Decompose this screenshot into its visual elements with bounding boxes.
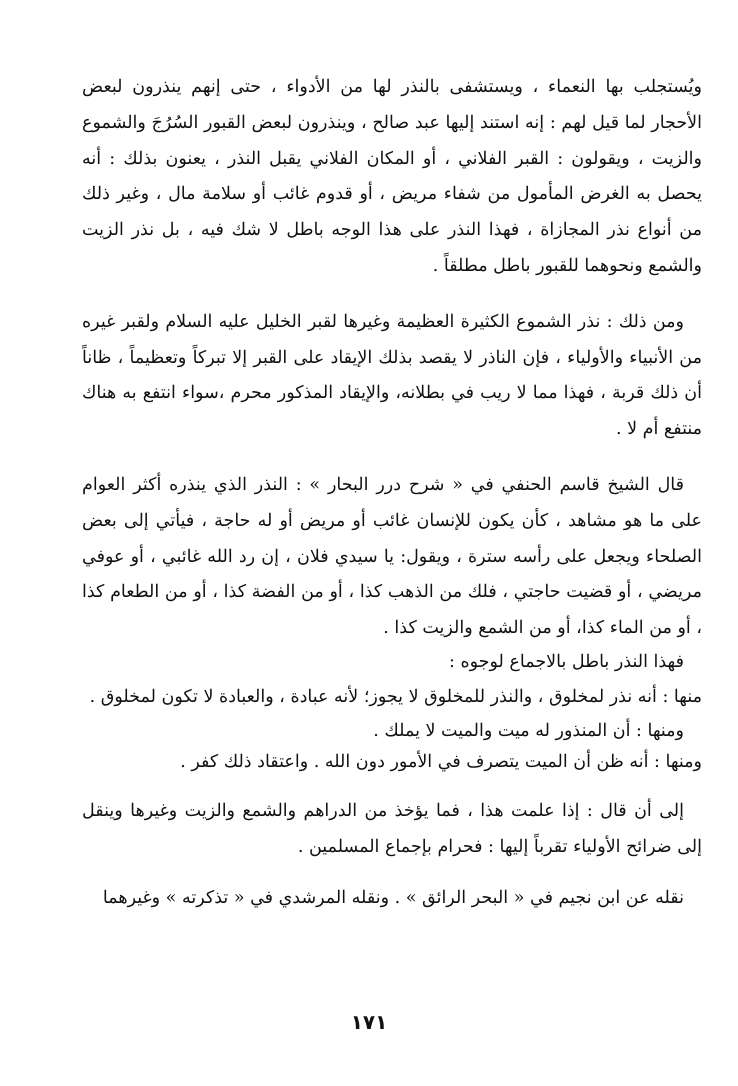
paragraph-3: قال الشيخ قاسم الحنفي في « شرح درر البحار » : النذر الذي ينذره أكثر العوام على ما هو مشاهد ، كأن يكون للإنسان غائب أو مريض أو له حاجة ، فيأتي إلى بعض الصلحاء ويجعل على رأسه سترة ، ويقول: يا سيدي فلان ، إن رد الله غائبي ، أو عوفي مريضي ، أو قضيت حاجتي ، فلك من الذهب كذا ، أو من الفضة كذا ، أو من الطعام كذا ، أو من الماء كذا، أو من الشمع والزيت كذا . bbox=[82, 474, 702, 639]
paragraph-6: ومنها : أن المنذور له ميت والميت لا يملك . bbox=[373, 720, 684, 741]
paragraph-9: نقله عن ابن نجيم في « البحر الرائق » . ونقله المرشدي في « تذكرته » وغيرهما bbox=[102, 888, 684, 909]
paragraph-5: منها : أنه نذر لمخلوق ، والنذر للمخلوق لا يجوز؛ لأنه عبادة ، والعبادة لا تكون لمخلوق . bbox=[89, 686, 702, 707]
paragraph-8: إلى أن قال : إذا علمت هذا ، فما يؤخذ من الدراهم والشمع والزيت وغيرها وينقل إلى ضرائح الأولياء تقرباً إليها : فحرام بإجماع المسلمين . bbox=[82, 800, 702, 857]
paragraph-1: ويُستجلب بها النعماء ، ويستشفى بالنذر لها من الأدواء ، حتى إنهم ينذرون لبعض الأحجار لما قيل لهم : إنه استند إليها عبد صالح ، وينذرون لبعض القبور السُرُجَ والشموع والزيت ، ويقولون : القبر الفلاني ، أو المكان الفلاني يقبل النذر ، يعنون بذلك : أنه يحصل به الغرض المأمول من شفاء مريض ، أو قدوم غائب أو سلامة مال ، وغير ذلك من أنواع نذر المجازاة ، فهذا النذر على هذا الوجه باطل لا شك فيه ، بل نذر الزيت والشمع ونحوهما للقبور باطل مطلقاً . bbox=[82, 77, 702, 276]
paragraph-7: ومنها : أنه ظن أن الميت يتصرف في الأمور دون الله . واعتقاد ذلك كفر . bbox=[180, 751, 702, 772]
paragraph-4: فهذا النذر باطل بالاجماع لوجوه : bbox=[449, 651, 684, 672]
page-body bbox=[82, 70, 702, 917]
page-number: ١٧١ bbox=[350, 1010, 388, 1034]
paragraph-2: ومن ذلك : نذر الشموع الكثيرة العظيمة وغيرها لقبر الخليل عليه السلام ولقبر غيره من الأنبياء والأولياء ، فإن الناذر لا يقصد بذلك الإيقاد على القبر إلا تبركاً وتعظيماً ، ظاناً أن ذلك قربة ، فهذا مما لا ريب في بطلانه، والإيقاد المذكور محرم ،سواء انتفع به هناك منتفع أم لا . bbox=[82, 311, 702, 440]
